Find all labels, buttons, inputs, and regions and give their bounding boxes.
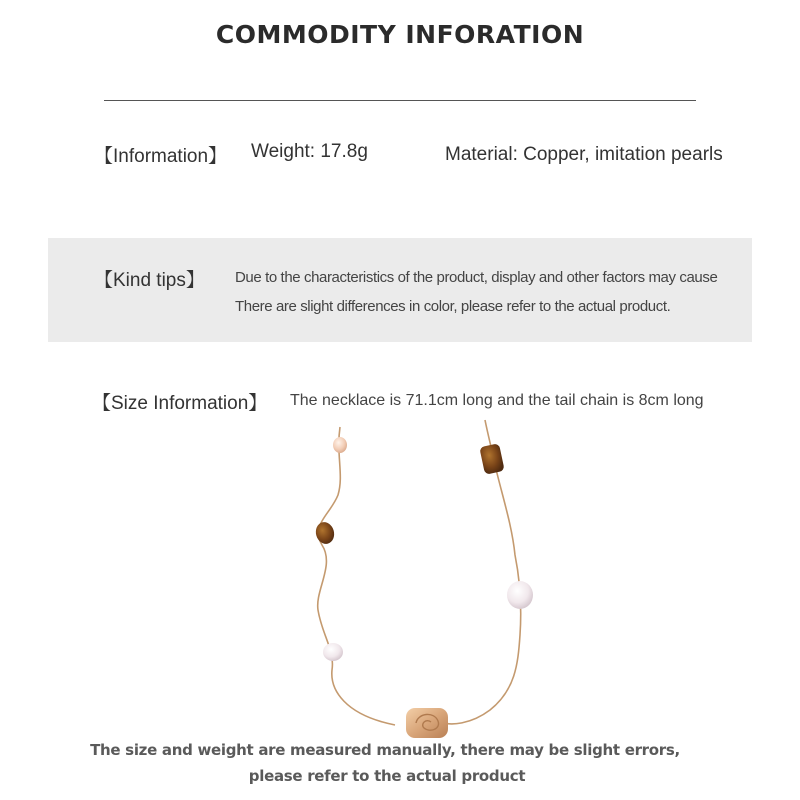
- title-divider: [104, 100, 696, 101]
- kind-tips-line-2: There are slight differences in color, please refer to the actual product.: [235, 298, 671, 315]
- size-information-row: [92, 388, 792, 416]
- footnote-line-2: please refer to the actual product: [248, 767, 526, 785]
- amber-bead-right: [479, 443, 504, 475]
- kind-tips-panel: [48, 238, 752, 342]
- information-label: 【Information】: [94, 146, 228, 167]
- pink-pearl-bead: [333, 437, 347, 453]
- pearl-bead-right: [507, 581, 533, 609]
- size-information-label: 【Size Information】: [92, 393, 268, 414]
- pearl-bead-left: [323, 643, 343, 661]
- weight-value: Weight: 17.8g: [251, 141, 368, 162]
- size-information-text: The necklace is 71.1cm long and the tail chain is 8cm long: [290, 392, 704, 409]
- information-row: [94, 141, 774, 171]
- kind-tips-label: 【Kind tips】: [94, 270, 205, 291]
- necklace-chain-left: [318, 427, 395, 725]
- footnote-line-1: The size and weight are measured manually, there may be slight errors,: [90, 741, 680, 759]
- amber-bead-left: [313, 520, 336, 546]
- necklace-chain-right: [445, 420, 521, 724]
- necklace-photo: [0, 415, 800, 745]
- page-title: COMMODITY INFORATION: [215, 20, 585, 49]
- material-value: Material: Copper, imitation pearls: [445, 144, 723, 165]
- kind-tips-line-1: Due to the characteristics of the product, display and other factors may cause: [235, 269, 718, 286]
- rose-pendant: [406, 708, 448, 738]
